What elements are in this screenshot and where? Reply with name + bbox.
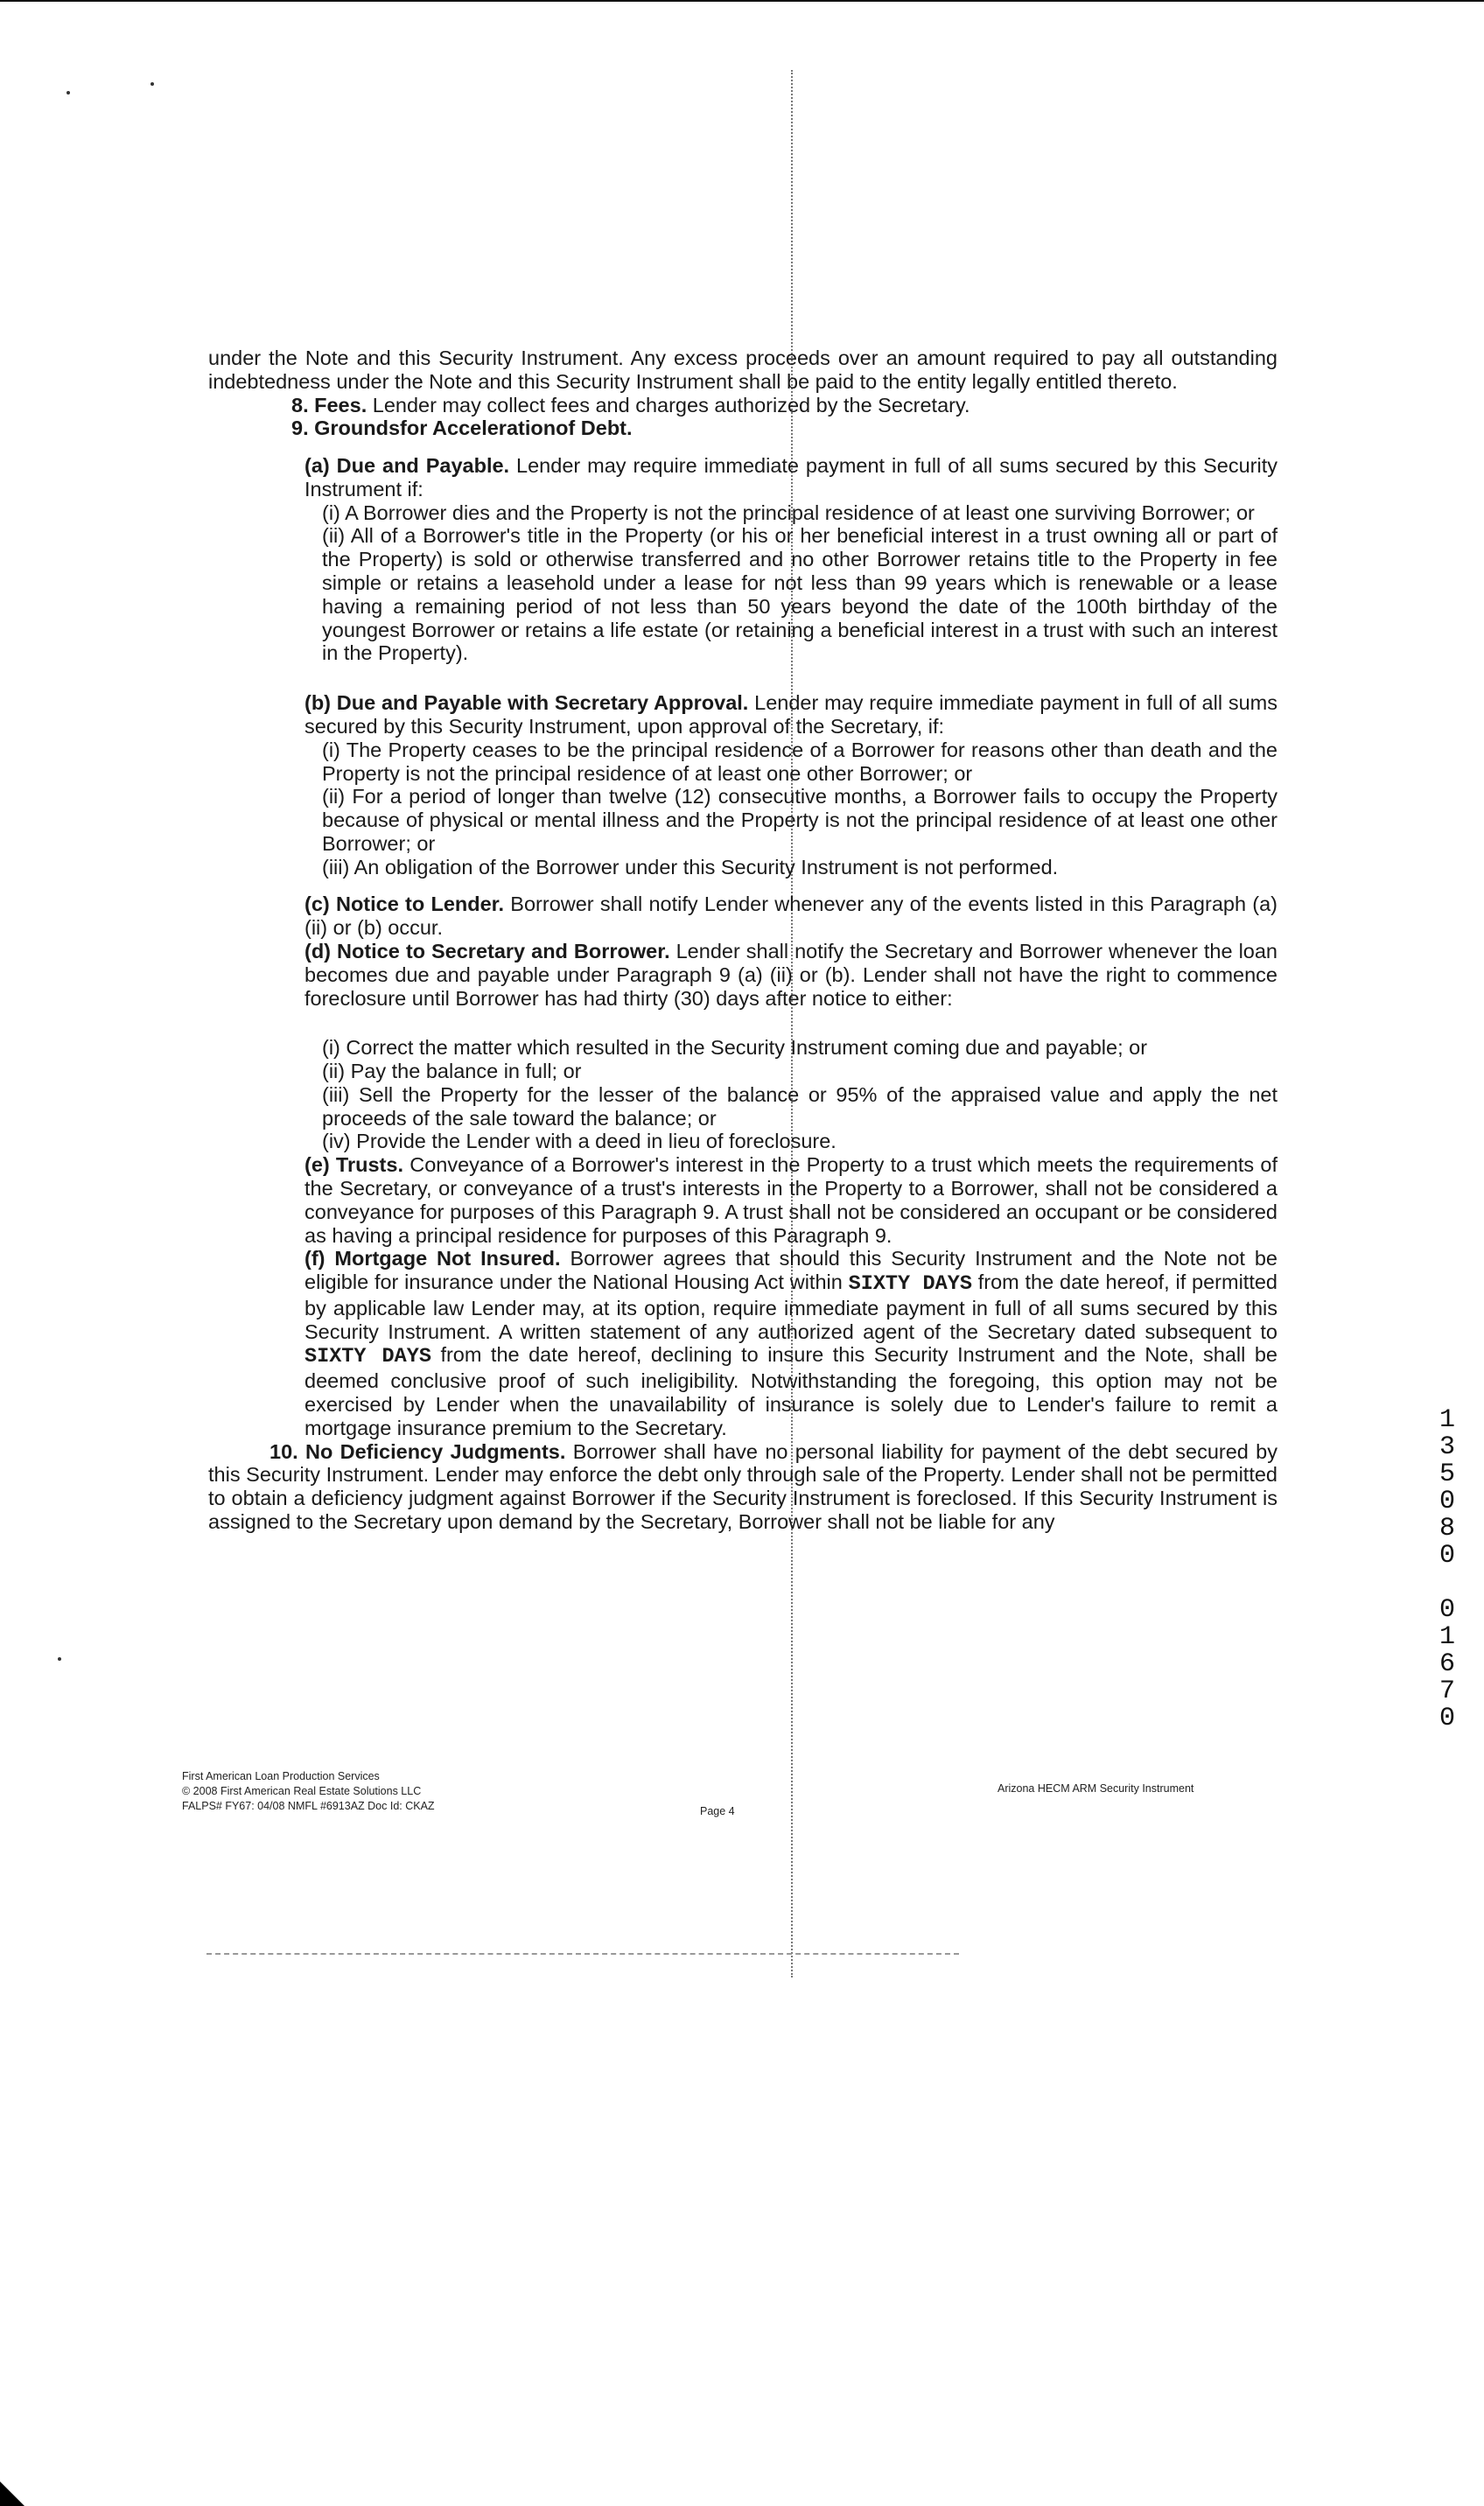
section-9-heading [208,416,1278,440]
clause-f-days-1: SIXTY DAYS [848,1272,972,1297]
clause-f [208,1247,1278,1439]
clause-e-heading: (e) Trusts. [304,1153,403,1177]
scan-speck [58,1657,61,1661]
footer-line-1: First American Loan Production Services [182,1770,380,1782]
clause-d-ii: (ii) Pay the balance in full; or [322,1060,582,1083]
clause-b-ii: (ii) For a period of longer than twelve (12) consecutive months, a Borrower fails to occupy the Property because of physical or mental illness and the Property is not the principal residence of at least one other Borrower; or [322,785,1278,855]
section-8-heading: 8. Fees. [291,393,368,416]
clause-d [208,940,1278,1010]
recording-number-stamp [1437,1407,1458,1732]
section-9-heading-text: 9. Groundsfor Accelerationof Debt. [291,416,633,440]
stamp-digit: 0 [1438,1541,1455,1571]
page-number: Page 4 [700,1805,735,1817]
footer-line-3: FALPS# FY67: 04/08 NMFL #6913AZ Doc Id: CKAZ [182,1799,435,1812]
scan-corner-mark [0,2482,24,2506]
clause-d-iii: (iii) Sell the Property for the lesser of the balance or 95% of the appraised value and apply the net proceeds of the sale toward the balance; or [322,1082,1278,1130]
clause-a [208,454,1278,501]
clause-f-days-2: SIXTY DAYS [304,1345,431,1369]
clause-d-text: Lender shall notify the Secretary and Borrower whenever the loan becomes due and payable under Paragraph 9 (a) (ii) or (b). Lender shall not have the right to commence foreclosure until Borrower has had thirty (30) days after notice to either: [304,939,1278,1010]
document-body [208,346,1278,1534]
clause-f-heading: (f) Mortgage Not Insured. [304,1247,561,1270]
stamp-digit: 1 [1438,1405,1455,1435]
stamp-digit: 5 [1438,1460,1455,1489]
clause-b [208,691,1278,738]
stamp-digit: 0 [1438,1704,1455,1733]
clause-d-heading: (d) Notice to Secretary and Borrower. [304,939,670,962]
clause-c [208,892,1278,940]
clause-f-text-3: from the date hereof, declining to insure this Security Instrument and the Note, shall be deemed conclusive proof of such ineligibility. Notwithstanding the foregoing, this option may not be exercised by Lender when the unavailability of insurance is solely due to Lender's failure to remit a mortgage insurance premium to the Secretary. [304,1343,1278,1439]
clause-f-text-1: Borrower agrees that should this Security Instrument and the Note not be eligible for insurance under the National Housing Act within [304,1247,1278,1294]
stamp-digit: 7 [1438,1676,1455,1706]
scan-speck [150,82,154,86]
clause-e-text: Conveyance of a Borrower's interest in the Property to a trust which meets the requirements of the Secretary, or conveyance of a trust's interests in the Property to a Borrower, shall not be considered a conveyance for purposes of this Paragraph 9. A trust shall not be considered an occupant or be considered as having a principal residence for purposes of this Paragraph 9. [304,1153,1278,1247]
clause-b-heading: (b) Due and Payable with Secretary Approval. [304,691,749,715]
clause-d-i: (i) Correct the matter which resulted in the Security Instrument coming due and payable; or [322,1036,1148,1060]
stamp-digit: 8 [1438,1514,1455,1544]
scan-speck [66,91,70,94]
clause-a-text: Lender may require immediate payment in full of all sums secured by this Security Instrument if: [304,454,1278,500]
clause-b-i: (i) The Property ceases to be the principal residence of a Borrower for reasons other than death and the Property is not the principal residence of at least one other Borrower; or [322,738,1278,785]
clause-a-heading: (a) Due and Payable. [304,454,510,478]
stamp-gap [1437,1570,1458,1597]
clause-c-heading: (c) Notice to Lender. [304,892,505,916]
clause-e [208,1153,1278,1247]
section-10 [208,1440,1278,1534]
stamp-digit: 6 [1438,1649,1455,1679]
section-10-heading: 10. No Deficiency Judgments. [270,1439,566,1463]
clause-c-text: Borrower shall notify Lender whenever any of the events listed in this Paragraph (a) (ii) or (b) occur. [304,892,1278,940]
clause-a-i: (i) A Borrower dies and the Property is not the principal residence of at least one surviving Borrower; or [322,500,1255,524]
footer-line-2: © 2008 First American Real Estate Solutions LLC [182,1784,422,1797]
stamp-digit: 1 [1438,1622,1455,1652]
clause-d-iv: (iv) Provide the Lender with a deed in lieu of foreclosure. [322,1130,836,1153]
stamp-digit: 3 [1438,1432,1455,1462]
scan-top-edge [0,0,1484,2]
intro-paragraph: under the Note and this Security Instrument. Any excess proceeds over an amount required to pay all outstanding indebtedness under the Note and this Security Instrument shall be paid to the entity legally entitled thereto. [208,346,1278,393]
section-8 [208,394,1278,417]
section-10-text: Borrower shall have no personal liability for payment of the debt secured by this Security Instrument. Lender may enforce the debt only through sale of the Property. Lender shall not be permitted to obtain a deficiency judgment against Borrower if the Security Instrument is foreclosed. If this Security Instrument is assigned to the Secretary upon demand by the Secretary, Borrower shall not be liable for any [208,1439,1278,1533]
cut-line [206,1953,959,1955]
clause-f-text-2: from the date hereof, if permitted by applicable law Lender may, at its option, require immediate payment in full of all sums secured by this Security Instrument. A written statement of any authorized agent of the Secretary dated subsequent to [304,1270,1278,1343]
footer-publisher [182,1769,435,1814]
clause-a-ii: (ii) All of a Borrower's title in the Property (or his or her beneficial interest in a trust owning all or part of the Property) is sold or otherwise transferred and no other Borrower retains title to the Property in fee simple or retains a leasehold under a lease for not less than 99 years which is renewable or a lease having a remaining period of not less than 50 years beyond the date of the 100th birthday of the youngest Borrower or retains a life estate (or retaining a beneficial interest in a trust with such an interest in the Property). [322,524,1278,665]
section-8-text: Lender may collect fees and charges authorized by the Secretary. [372,393,970,416]
stamp-digit: 0 [1438,1487,1455,1516]
clause-b-iii: (iii) An obligation of the Borrower under this Security Instrument is not performed. [322,855,1059,878]
clause-b-text: Lender may require immediate payment in full of all sums secured by this Security Instrument, upon approval of the Secretary, if: [304,691,1278,738]
form-title: Arizona HECM ARM Security Instrument [998,1782,1194,1795]
stamp-digit: 0 [1438,1595,1455,1625]
